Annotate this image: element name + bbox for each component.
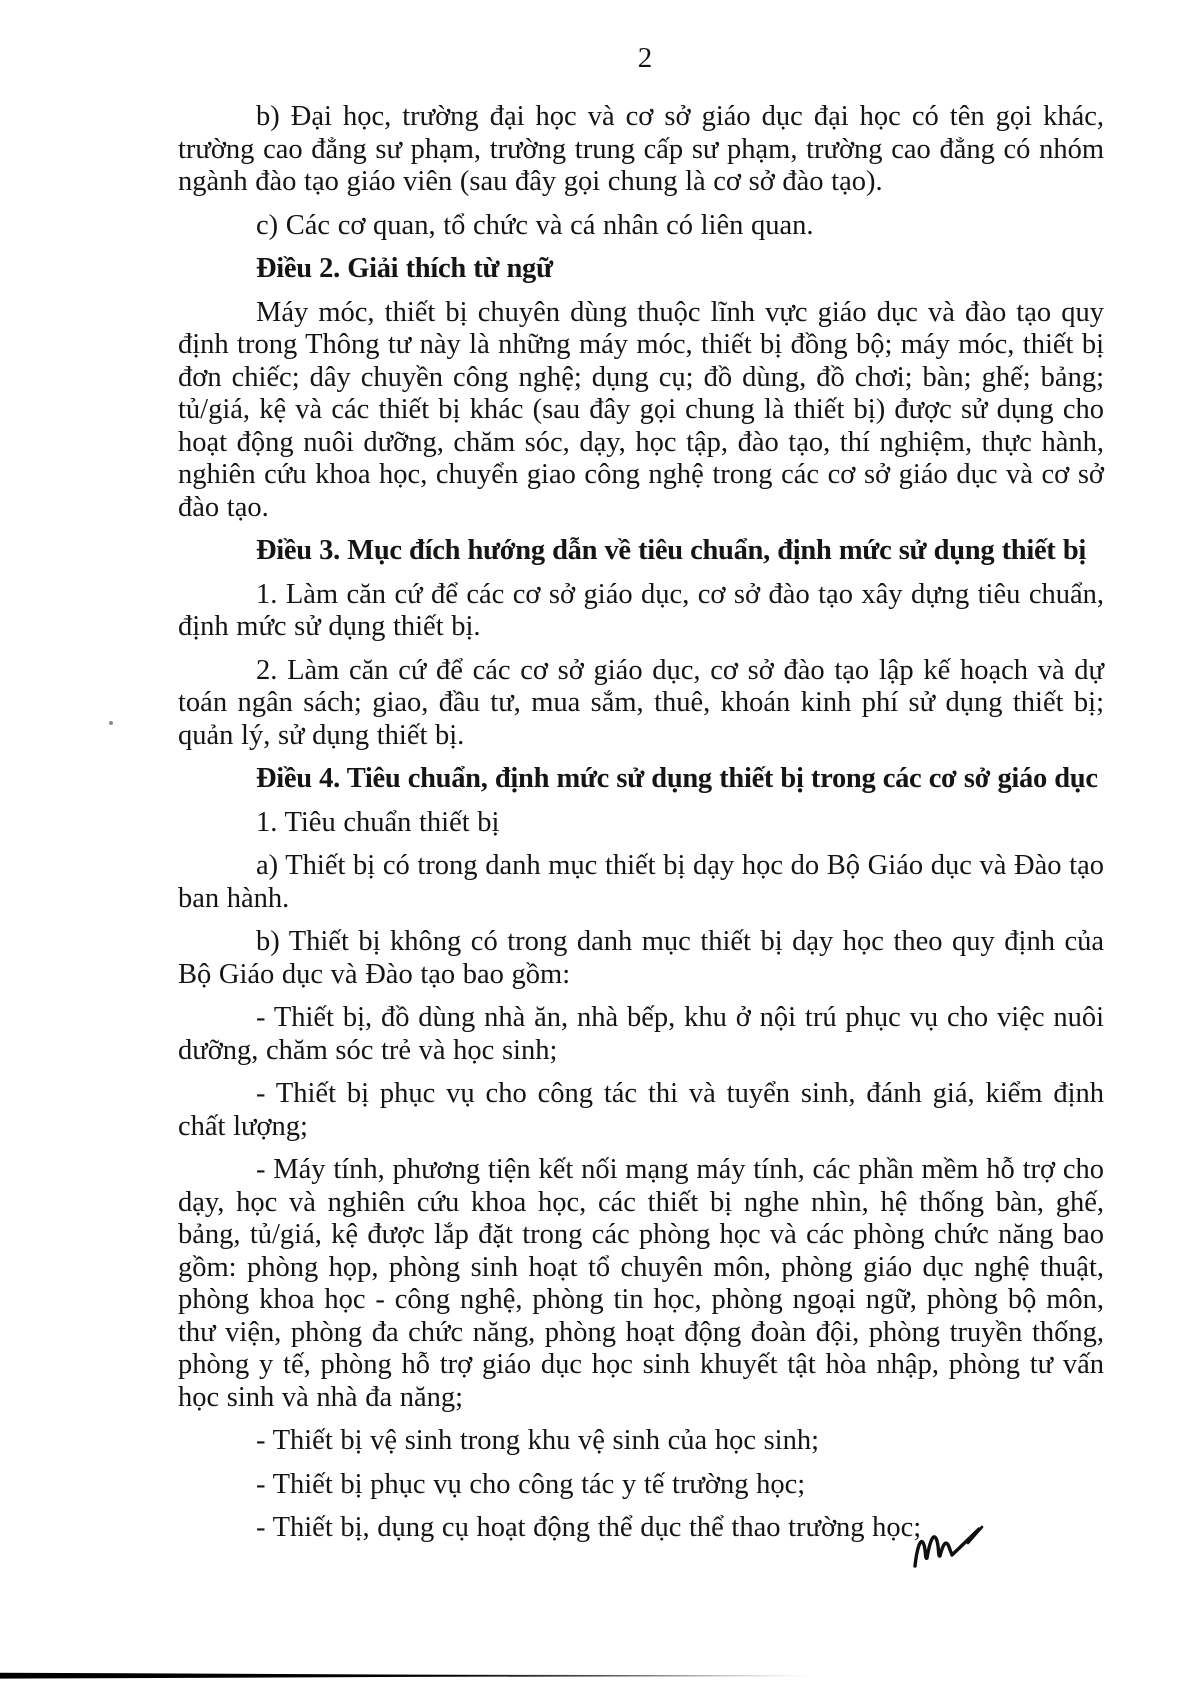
article-2-body: Máy móc, thiết bị chuyên dùng thuộc lĩnh vực giáo dục và đào tạo quy định trong Thông tư này là những máy móc, thiết bị đồng bộ; máy móc, thiết bị đơn chiếc; dây chuyền công nghệ; dụng cụ; đồ dùng, đồ chơi; bàn; ghế; bảng; tủ/giá, kệ và các thiết bị khác (sau đây gọi chung là thiết bị) được sử dụng cho hoạt động nuôi dưỡng, chăm sóc, dạy, học tập, đào tạo, thí nghiệm, thực hành, nghiên cứu khoa học, chuyển giao công nghệ trong các cơ sở giáo dục và cơ sở đào tạo. xyxy=(178,296,1104,523)
article-4-point-a: a) Thiết bị có trong danh mục thiết bị dạy học do Bộ Giáo dục và Đào tạo ban hành. xyxy=(178,850,1104,914)
scan-speckle-dot xyxy=(109,721,113,725)
document-body xyxy=(178,101,1104,1556)
dash-item-exams: - Thiết bị phục vụ cho công tác thi và tuyển sinh, đánh giá, kiểm định chất lượng; xyxy=(178,1078,1104,1142)
paragraph-clause-b: b) Đại học, trường đại học và cơ sở giáo dục đại học có tên gọi khác, trường cao đẳng sư phạm, trường trung cấp sư phạm, trường cao đẳng có nhóm ngành đào tạo giáo viên (sau đây gọi chung là cơ sở đào tạo). xyxy=(178,101,1104,197)
signature-initials-mark xyxy=(912,1524,986,1570)
scan-artifact-line xyxy=(0,1672,810,1679)
article-4-point-b: b) Thiết bị không có trong danh mục thiết bị dạy học theo quy định của Bộ Giáo dục và Đào tạo bao gồm: xyxy=(178,926,1104,990)
dash-item-sanitary: - Thiết bị vệ sinh trong khu vệ sinh của học sinh; xyxy=(256,1425,820,1456)
dash-item-medical: - Thiết bị phục vụ cho công tác y tế trường học; xyxy=(256,1468,806,1500)
page-number: 2 xyxy=(637,42,653,74)
article-2-heading: Điều 2. Giải thích từ ngữ xyxy=(256,253,553,284)
dash-item-sports: - Thiết bị, dụng cụ hoạt động thể dục thể thao trường học; xyxy=(256,1512,922,1543)
article-3-item-1: 1. Làm căn cứ để các cơ sở giáo dục, cơ sở đào tạo xây dựng tiêu chuẩn, định mức sử dụng thiết bị. xyxy=(178,578,1104,642)
article-3-item-2: 2. Làm căn cứ để các cơ sở giáo dục, cơ sở đào tạo lập kế hoạch và dự toán ngân sách; giao, đầu tư, mua sắm, thuê, khoán kinh phí sử dụng thiết bị; quản lý, sử dụng thiết bị. xyxy=(178,654,1104,751)
article-4-heading: Điều 4. Tiêu chuẩn, định mức sử dụng thiết bị trong các cơ sở giáo dục xyxy=(256,763,1098,794)
dash-item-computers-rooms: - Máy tính, phương tiện kết nối mạng máy tính, các phần mềm hỗ trợ cho dạy, học và nghiên cứu khoa học, các thiết bị nghe nhìn, hệ thống bàn, ghế, bảng, tủ/giá, kệ được lắp đặt trong các phòng học và các phòng chức năng bao gồm: phòng họp, phòng sinh hoạt tổ chuyên môn, phòng giáo dục nghệ thuật, phòng khoa học - công nghệ, phòng tin học, phòng ngoại ngữ, phòng bộ môn, thư viện, phòng đa chức năng, phòng hoạt động đoàn đội, phòng truyền thống, phòng y tế, phòng hỗ trợ giáo dục học sinh khuyết tật hòa nhập, phòng tư vấn học sinh và nhà đa năng; xyxy=(178,1154,1104,1413)
paragraph-clause-c: c) Các cơ quan, tổ chức và cá nhân có liên quan. xyxy=(256,209,814,241)
article-3-heading: Điều 3. Mục đích hướng dẫn về tiêu chuẩn, định mức sử dụng thiết bị xyxy=(256,535,1086,566)
dash-item-nutrition: - Thiết bị, đồ dùng nhà ăn, nhà bếp, khu ở nội trú phục vụ cho việc nuôi dưỡng, chăm sóc trẻ và học sinh; xyxy=(178,1002,1104,1066)
article-4-item-1: 1. Tiêu chuẩn thiết bị xyxy=(256,806,500,838)
